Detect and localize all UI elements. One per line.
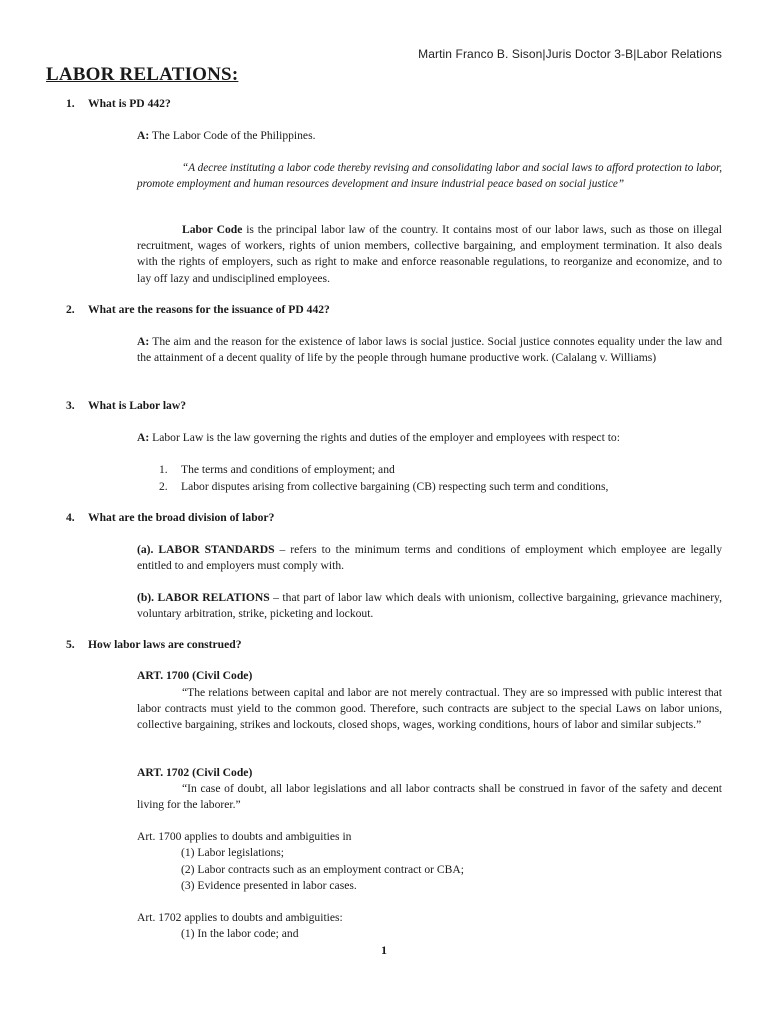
question-number: 5. (66, 638, 75, 651)
question-text: What are the broad division of labor? (88, 511, 275, 524)
list-item: (2) Labor contracts such as an employment contract or CBA; (181, 863, 464, 876)
question-text: What are the reasons for the issuance of PD 442? (88, 303, 330, 316)
list-item: (1) In the labor code; and (181, 927, 299, 940)
answer-text: The Labor Code of the Philippines. (149, 129, 316, 142)
answer-2 (137, 334, 722, 366)
labor-relations-term: (b). LABOR RELATIONS (137, 591, 270, 604)
answer-text: The aim and the reason for the existence of labor laws is social justice. Social justice connotes equality under the law and the attainment of a decent quality of life by the people through humane productive work. (Calalang v. Williams) (137, 335, 722, 365)
question-number: 3. (66, 399, 75, 412)
pd442-quote: “A decree instituting a labor code thereby revising and consolidating labor and social laws to afford protection to labor, promote employment and human resources development and insure industrial peace based on social justice” (137, 162, 722, 191)
answer-3 (137, 430, 722, 446)
art-1702-applies: Art. 1702 applies to doubts and ambiguities: (137, 911, 343, 924)
list-item: (1) Labor legislations; (181, 846, 285, 859)
question-number: 2. (66, 303, 75, 316)
question-text: What is Labor law? (88, 399, 187, 412)
art-1702-text: “In case of doubt, all labor legislations and all labor contracts shall be construed in favor of the safety and decent living for the laborer.” (137, 782, 722, 812)
page-number: 1 (381, 943, 387, 957)
art-1702-heading: ART. 1702 (Civil Code) (137, 766, 253, 779)
labor-code-term: Labor Code (182, 223, 243, 236)
labor-standards-paragraph: (a). LABOR STANDARDS – refers to the minimum terms and conditions of employment which employee are legally entitled to and employers must comply with. (137, 543, 722, 573)
question-3 (66, 398, 186, 414)
list-item: (3) Evidence presented in labor cases. (181, 879, 357, 892)
question-2 (66, 302, 330, 318)
labor-code-text: is the principal labor law of the country. It contains most of our labor laws, such as those on illegal recruitment, wages of workers, rights of union members, collective bargaining, and employment termination. It also deals with the rights of employers, such as right to make and enforce reasonable regulations, to reorganize and economize, and to lay off lazy and undisciplined employees. (137, 223, 722, 285)
art-1700-text: “The relations between capital and labor are not merely contractual. They are so impressed with public interest that labor contracts must yield to the common good. Therefore, such contracts are subject to the special Laws on labor unions, collective bargaining, strikes and lockouts, closed shops, wages, working conditions, hours of labor and similar subjects.” (137, 686, 722, 732)
question-number: 1. (66, 97, 75, 110)
labor-relations-paragraph: (b). LABOR RELATIONS – that part of labor law which deals with unionism, collective bargaining, grievance machinery, voluntary arbitration, strike, picketing and lockout. (137, 591, 722, 621)
answer-label: A: (137, 129, 150, 142)
answer-1 (137, 128, 722, 144)
document-title: LABOR RELATIONS: (46, 64, 239, 85)
running-header: Martin Franco B. Sison|Juris Doctor 3-B|Labor Relations (418, 47, 722, 61)
labor-standards-term: (a). LABOR STANDARDS (137, 543, 275, 556)
art-1700-applies: Art. 1700 applies to doubts and ambiguities in (137, 830, 352, 843)
question-number: 4. (66, 511, 75, 524)
question-5 (66, 637, 242, 653)
answer-text: Labor Law is the law governing the rights and duties of the employer and employees with respect to: (149, 431, 620, 444)
answer-label: A: (137, 431, 150, 444)
answer-label: A: (137, 335, 150, 348)
question-1 (66, 96, 171, 112)
list-item: 1. The terms and conditions of employment; and (159, 463, 395, 476)
question-text: How labor laws are construed? (88, 638, 242, 651)
question-text: What is PD 442? (88, 97, 171, 110)
list-item: 2. Labor disputes arising from collective bargaining (CB) respecting such term and conditions, (159, 480, 609, 493)
question-4 (66, 510, 274, 526)
labor-code-paragraph (137, 222, 722, 287)
art-1700-heading: ART. 1700 (Civil Code) (137, 669, 253, 682)
